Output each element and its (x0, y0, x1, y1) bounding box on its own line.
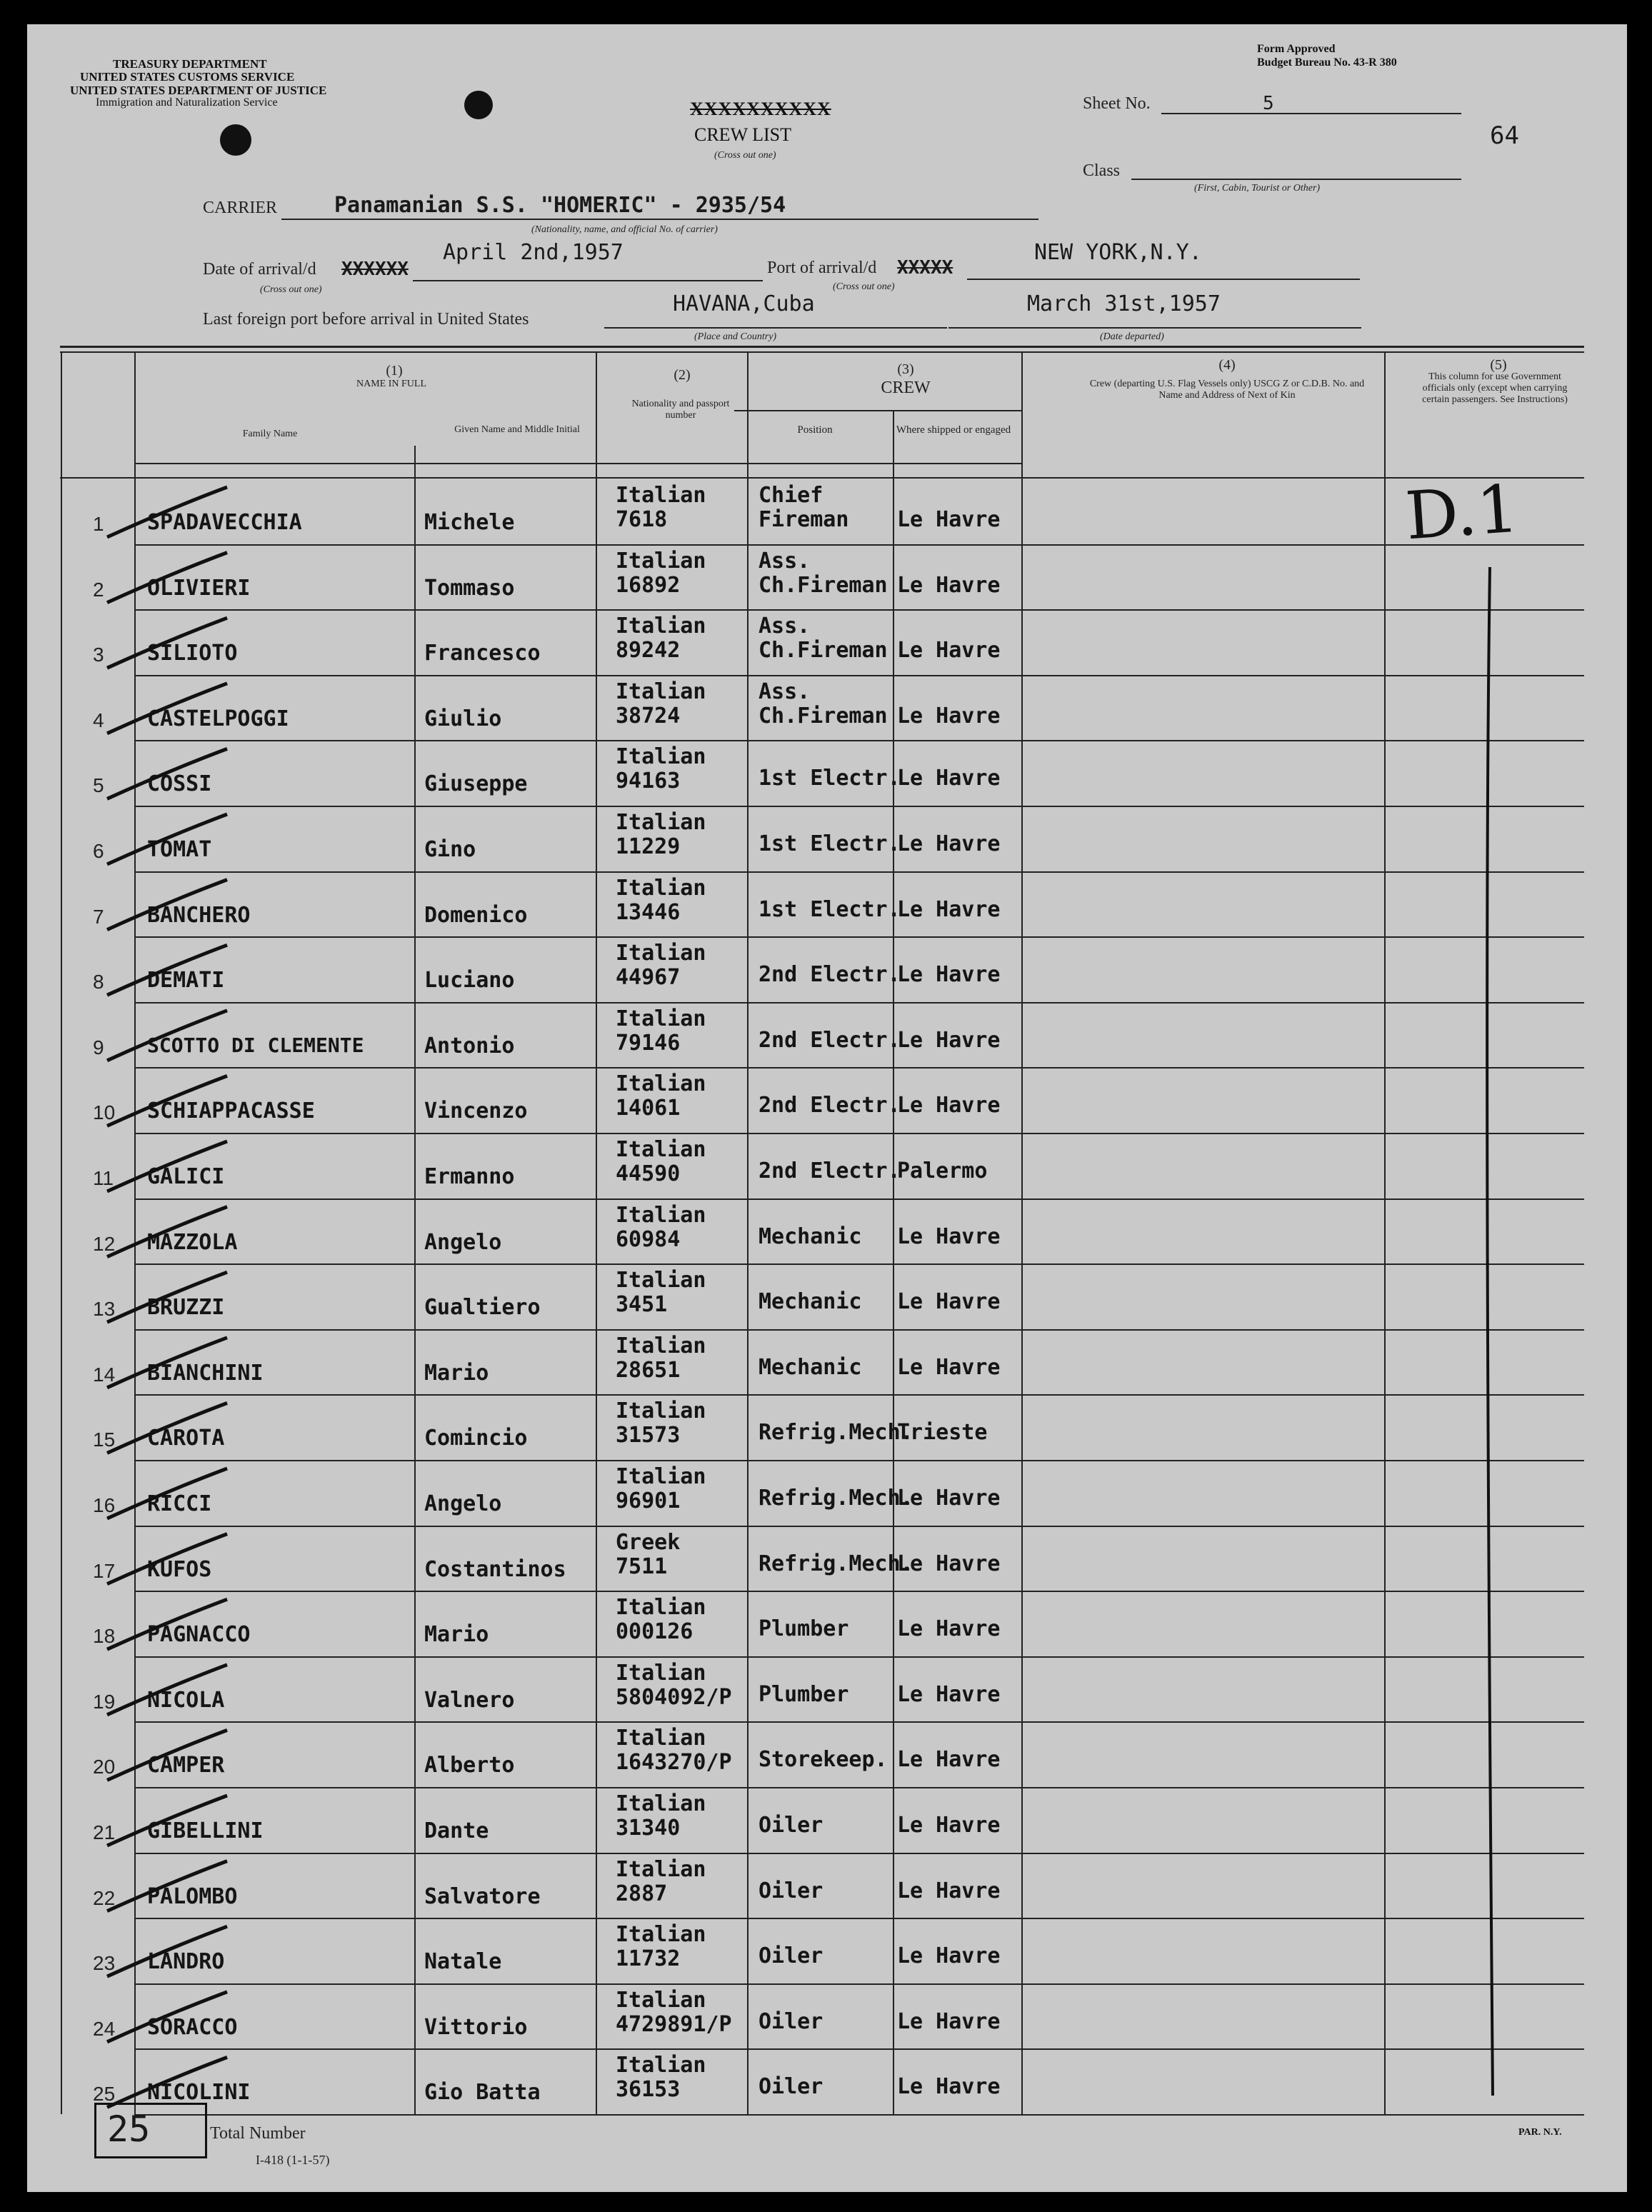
passport-number: 4729891/P (616, 2011, 732, 2037)
strike-mark (107, 880, 227, 930)
where-shipped: Le Havre (897, 638, 1001, 664)
arrival-port-label: Port of arrival/d (767, 259, 877, 277)
where-shipped: Le Havre (897, 896, 1001, 922)
nationality: Italian (616, 1987, 706, 2013)
row-number: 19 (93, 1690, 116, 1713)
position: Refrig.Mech. (759, 1486, 913, 1511)
row-number: 13 (93, 1298, 116, 1321)
strike-mark (107, 618, 227, 668)
where-shipped: Le Havre (897, 1551, 1001, 1576)
family-name: PALOMBO (147, 1883, 238, 1909)
nationality: Italian (616, 941, 706, 966)
where-shipped: Le Havre (897, 1943, 1001, 1969)
row-number: 25 (93, 2083, 116, 2106)
nationality: Italian (616, 1791, 706, 1816)
strike-mark (107, 1926, 227, 1976)
nationality: Italian (616, 1726, 706, 1751)
passport-number: 16892 (616, 572, 681, 598)
col1-title: NAME IN FULL (356, 379, 426, 389)
page-number: 64 (1490, 121, 1519, 150)
row-number: 21 (93, 1821, 116, 1843)
where-shipped: Le Havre (897, 1878, 1001, 1903)
col3-number: (3) (897, 361, 914, 377)
family-name: GALICI (147, 1164, 225, 1189)
nationality: Italian (616, 614, 706, 639)
total-number-label: Total Number (210, 2124, 306, 2143)
row-number: 23 (93, 1952, 116, 1975)
row-number: 14 (93, 1363, 116, 1386)
family-name: RICCI (147, 1491, 212, 1516)
family-name: SORACCO (147, 2014, 238, 2040)
arrival-date-value: April 2nd,1957 (443, 240, 624, 265)
family-name: SILIOTO (147, 641, 238, 666)
row-number: 8 (93, 971, 104, 994)
row-number: 3 (93, 644, 104, 666)
row-number: 10 (93, 1101, 116, 1124)
position: Oiler (759, 1813, 824, 1838)
class-note: (First, Cabin, Tourist or Other) (1194, 183, 1321, 194)
where-shipped: Trieste (897, 1420, 988, 1446)
row-number: 20 (93, 1756, 116, 1778)
row-number: 6 (93, 840, 104, 862)
nationality: Italian (616, 548, 706, 574)
position: Mechanic (759, 1223, 862, 1249)
where-shipped: Le Havre (897, 2074, 1001, 2100)
col4-title: Crew (departing U.S. Flag Vessels only) USCG Z or C.D.B. No. and Name and Address of Next of Kin (1089, 379, 1365, 401)
given-name: Costantinos (424, 1556, 566, 1582)
given-name: Mario (424, 1622, 489, 1648)
carrier-value: Panamanian S.S. "HOMERIC" - 2935/54 (334, 193, 786, 218)
nationality: Italian (616, 1202, 706, 1228)
passport-number: 94163 (616, 769, 681, 794)
given-name: Tommaso (424, 575, 515, 601)
carrier-note: (Nationality, name, and official No. of carrier) (531, 224, 718, 235)
row-number: 18 (93, 1625, 116, 1648)
agency-line-2: UNITED STATES CUSTOMS SERVICE (80, 70, 295, 84)
where-shipped-heading: Where shipped or engaged (896, 424, 1011, 436)
family-name: BRUZZI (147, 1295, 225, 1321)
given-name: Francesco (424, 641, 541, 666)
given-name: Domenico (424, 902, 528, 928)
given-name: Salvatore (424, 1883, 541, 1909)
given-name: Valnero (424, 1687, 515, 1713)
row-number: 2 (93, 578, 104, 601)
where-shipped: Le Havre (897, 572, 1001, 598)
strike-mark (107, 1076, 227, 1126)
given-name: Ermanno (424, 1164, 515, 1189)
given-name: Gualtiero (424, 1295, 541, 1321)
where-shipped: Le Havre (897, 1354, 1001, 1380)
nationality: Italian (616, 1071, 706, 1097)
position: 1st Electr. (759, 831, 901, 856)
agency-line-4: Immigration and Naturalization Service (96, 96, 278, 109)
nationality: Italian (616, 1595, 706, 1621)
position-line-1: Chief (759, 483, 824, 508)
strike-mark (107, 1338, 227, 1388)
given-name: Comincio (424, 1426, 528, 1451)
family-name: PAGNACCO (147, 1622, 251, 1648)
position: 2nd Electr. (759, 1093, 901, 1118)
last-port-value: HAVANA,Cuba (673, 291, 815, 316)
where-shipped: Le Havre (897, 1486, 1001, 1511)
col4-number: (4) (1218, 357, 1236, 373)
given-name: Angelo (424, 1491, 502, 1516)
position: Ch.Fireman (759, 638, 888, 664)
col2-number: (2) (674, 367, 691, 383)
strike-mark (107, 1599, 227, 1649)
position-line-1: Ass. (759, 614, 811, 639)
carrier-label: CARRIER (203, 199, 278, 217)
where-shipped: Le Havre (897, 2008, 1001, 2034)
nationality: Italian (616, 1006, 706, 1031)
passport-number: 96901 (616, 1488, 681, 1513)
passport-number: 38724 (616, 703, 681, 729)
given-name: Angelo (424, 1229, 502, 1255)
family-name: CAMPER (147, 1753, 225, 1778)
row-number: 7 (93, 905, 104, 928)
family-name: TOMAT (147, 837, 212, 862)
passport-number: 89242 (616, 638, 681, 664)
strike-mark (107, 1141, 227, 1191)
strike-mark (107, 1403, 227, 1453)
given-name: Vincenzo (424, 1099, 528, 1124)
arrival-date-struck: XXXXXX (341, 259, 409, 280)
family-name: KUFOS (147, 1556, 212, 1582)
position: Oiler (759, 2008, 824, 2034)
agency-line-3: UNITED STATES DEPARTMENT OF JUSTICE (70, 84, 327, 97)
position: 2nd Electr. (759, 1027, 901, 1053)
where-shipped: Le Havre (897, 1223, 1001, 1249)
agency-line-1: TREASURY DEPARTMENT (113, 57, 267, 71)
given-name: Gino (424, 837, 476, 862)
strike-mark (107, 1796, 227, 1846)
strike-mark (107, 1861, 227, 1911)
class-label: Class (1083, 161, 1121, 180)
position: Plumber (759, 1681, 849, 1707)
nationality: Italian (616, 744, 706, 770)
family-name: SCOTTO DI CLEMENTE (147, 1033, 364, 1057)
where-shipped: Le Havre (897, 1681, 1001, 1707)
row-number: 4 (93, 709, 104, 731)
given-name: Mario (424, 1360, 489, 1386)
passport-number: 7618 (616, 507, 668, 532)
row-number: 9 (93, 1036, 104, 1059)
passport-number: 31340 (616, 1816, 681, 1841)
nationality: Italian (616, 1137, 706, 1162)
given-name: Luciano (424, 968, 515, 994)
row-number: 5 (93, 774, 104, 797)
given-name: Natale (424, 1949, 502, 1975)
strike-mark (107, 749, 227, 799)
passport-number: 79146 (616, 1030, 681, 1056)
passport-number: 44967 (616, 965, 681, 991)
where-shipped: Le Havre (897, 1747, 1001, 1773)
where-shipped: Le Havre (897, 831, 1001, 856)
page-title: CREW LIST (694, 124, 792, 145)
where-shipped: Palermo (897, 1158, 988, 1183)
nationality: Italian (616, 1660, 706, 1686)
row-number: 11 (93, 1167, 114, 1189)
nationality: Italian (616, 1856, 706, 1882)
nationality: Italian (616, 1464, 706, 1489)
position: Mechanic (759, 1354, 862, 1380)
strike-mark (107, 487, 227, 537)
family-name: CASTELPOGGI (147, 706, 289, 731)
strike-mark (107, 1272, 227, 1322)
position-heading: Position (797, 424, 833, 436)
given-name: Alberto (424, 1753, 515, 1778)
position: Ch.Fireman (759, 572, 888, 598)
where-shipped: Le Havre (897, 1813, 1001, 1838)
passport-number: 11732 (616, 1946, 681, 1972)
given-name: Antonio (424, 1033, 515, 1059)
position: Refrig.Mech. (759, 1551, 913, 1576)
nationality: Italian (616, 1398, 706, 1424)
family-name: NICOLA (147, 1687, 225, 1713)
arrival-port-note: (Cross out one) (833, 281, 895, 292)
strike-mark (107, 1468, 227, 1518)
family-name: BIANCHINI (147, 1360, 264, 1386)
position: Storekeep. (759, 1747, 888, 1773)
passport-number: 7511 (616, 1553, 668, 1579)
where-shipped: Le Havre (897, 1093, 1001, 1118)
col1-number: (1) (386, 363, 403, 379)
strike-mark (107, 814, 227, 864)
passport-number: 36153 (616, 2077, 681, 2103)
nationality: Greek (616, 1529, 681, 1555)
family-name: NICOLINI (147, 2080, 251, 2106)
passport-number: 60984 (616, 1226, 681, 1252)
family-name: DEMATI (147, 968, 225, 994)
row-number: 1 (93, 513, 104, 535)
strike-mark (107, 1207, 227, 1257)
sheet-number: 5 (1263, 93, 1274, 114)
given-name: Giulio (424, 706, 502, 731)
strike-mark (107, 1011, 227, 1061)
arrival-date-label: Date of arrival/d (203, 260, 316, 279)
official-annotation: D.1 (1403, 470, 1521, 555)
total-number-value: 25 (107, 2108, 151, 2150)
passport-number: 1643270/P (616, 1750, 732, 1776)
strike-mark (107, 1730, 227, 1780)
where-shipped: Le Havre (897, 507, 1001, 532)
budget-bureau-number: Budget Bureau No. 43-R 380 (1257, 56, 1397, 69)
form-approved: Form Approved (1257, 43, 1336, 55)
passport-number: 2887 (616, 1881, 668, 1906)
strike-mark (107, 2057, 227, 2107)
arrival-date-note: (Cross out one) (260, 284, 322, 295)
passport-number: 14061 (616, 1096, 681, 1121)
position-line-1: Ass. (759, 548, 811, 574)
family-name: SCHIAPPACASSE (147, 1099, 315, 1124)
family-name: OLIVIERI (147, 575, 251, 601)
position-line-1: Ass. (759, 679, 811, 704)
row-number: 24 (93, 2017, 116, 2040)
nationality: Italian (616, 679, 706, 704)
family-name: SPADAVECCHIA (147, 510, 302, 535)
nationality: Italian (616, 1333, 706, 1358)
position: Mechanic (759, 1289, 862, 1315)
strike-mark (107, 553, 227, 603)
nationality: Italian (616, 810, 706, 835)
row-number: 17 (93, 1559, 116, 1582)
position: 1st Electr. (759, 896, 901, 922)
row-number: 12 (93, 1232, 116, 1255)
last-port-date-value: March 31st,1957 (1027, 291, 1221, 316)
last-port-date-note: (Date departed) (1100, 331, 1164, 342)
passport-number: 3451 (616, 1292, 668, 1318)
given-name: Michele (424, 510, 515, 535)
nationality: Italian (616, 1268, 706, 1293)
col2-title: Nationality and passport number (631, 399, 730, 421)
position: Fireman (759, 507, 849, 532)
last-port-note: (Place and Country) (694, 331, 777, 342)
position: Oiler (759, 2074, 824, 2100)
family-name: CAROTA (147, 1426, 225, 1451)
passport-number: 11229 (616, 834, 681, 859)
passport-number: 44590 (616, 1161, 681, 1186)
where-shipped: Le Havre (897, 766, 1001, 791)
arrival-port-value: NEW YORK,N.Y. (1034, 240, 1202, 265)
row-number: 16 (93, 1494, 116, 1516)
passport-number: 5804092/P (616, 1684, 732, 1710)
title-note: (Cross out one) (714, 150, 776, 161)
col5-title: This column for use Government officials only (except when carrying certain passengers. See Instructions) (1422, 371, 1568, 406)
nationality: Italian (616, 875, 706, 901)
strike-mark (107, 1534, 227, 1584)
position: Oiler (759, 1943, 824, 1969)
position: Refrig.Mech. (759, 1420, 913, 1446)
strike-mark (107, 1992, 227, 2042)
position: Ch.Fireman (759, 703, 888, 729)
nationality: Italian (616, 2053, 706, 2078)
row-number: 15 (93, 1428, 116, 1451)
where-shipped: Le Havre (897, 703, 1001, 729)
where-shipped: Le Havre (897, 962, 1001, 988)
sheet-label: Sheet No. (1083, 94, 1151, 113)
given-name: Giuseppe (424, 771, 528, 797)
given-name: Dante (424, 1818, 489, 1843)
position: Oiler (759, 1878, 824, 1903)
family-name: LANDRO (147, 1949, 225, 1975)
position: 2nd Electr. (759, 962, 901, 988)
where-shipped: Le Havre (897, 1616, 1001, 1642)
family-name: GIBELLINI (147, 1818, 264, 1843)
crew-list-form (27, 24, 1627, 2192)
strike-mark (107, 684, 227, 734)
row-number: 22 (93, 1886, 116, 1909)
position: 1st Electr. (759, 766, 901, 791)
form-number: I-418 (1-1-57) (256, 2153, 330, 2167)
where-shipped: Le Havre (897, 1027, 1001, 1053)
strike-mark (107, 1665, 227, 1715)
passport-number: 28651 (616, 1357, 681, 1383)
handwritten-marks (27, 24, 1627, 2192)
given-name: Gio Batta (424, 2080, 541, 2106)
given-name-heading: Given Name and Middle Initial (454, 424, 580, 435)
position: 2nd Electr. (759, 1158, 901, 1183)
title-struck: XXXXXXXXXX (690, 99, 831, 119)
passport-number: 000126 (616, 1619, 694, 1645)
family-name-heading: Family Name (242, 429, 298, 439)
passport-number: 31573 (616, 1423, 681, 1448)
col5-number: (5) (1490, 357, 1507, 373)
family-name: COSSI (147, 771, 212, 797)
strike-mark (107, 945, 227, 995)
last-port-label: Last foreign port before arrival in United States (203, 310, 529, 329)
printer-mark: PAR. N.Y. (1518, 2127, 1562, 2138)
family-name: BANCHERO (147, 902, 251, 928)
where-shipped: Le Havre (897, 1289, 1001, 1315)
col3-title: CREW (881, 379, 931, 397)
family-name: MAZZOLA (147, 1229, 238, 1255)
nationality: Italian (616, 483, 706, 508)
position: Plumber (759, 1616, 849, 1642)
arrival-port-struck: XXXXX (897, 257, 953, 279)
nationality: Italian (616, 1922, 706, 1948)
given-name: Vittorio (424, 2014, 528, 2040)
passport-number: 13446 (616, 899, 681, 925)
